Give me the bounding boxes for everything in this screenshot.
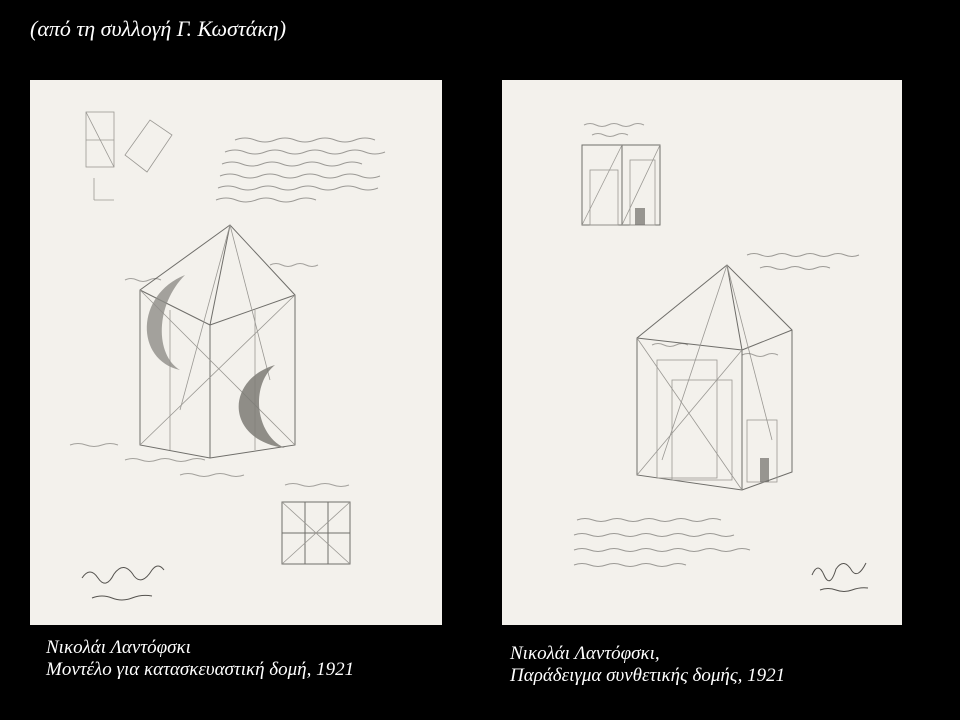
collection-note: (από τη συλλογή Γ. Κωστάκη) [30,16,287,41]
artwork-title: Μοντέλο για κατασκευαστική δομή, 1921 [46,659,355,680]
artwork-title: Παράδειγμα συνθετικής δομής, 1921 [510,665,786,686]
artist-name: Νικολάι Λαντόφσκι [46,637,191,658]
drawing-construction-model [30,80,442,625]
drawing-composition-example [502,80,902,625]
artist-name: Νικολάι Λαντόφσκι, [510,643,660,664]
caption-left [46,637,354,681]
drawing-sketch-left [30,80,442,625]
caption-right [510,643,785,687]
drawing-sketch-right [502,80,902,625]
